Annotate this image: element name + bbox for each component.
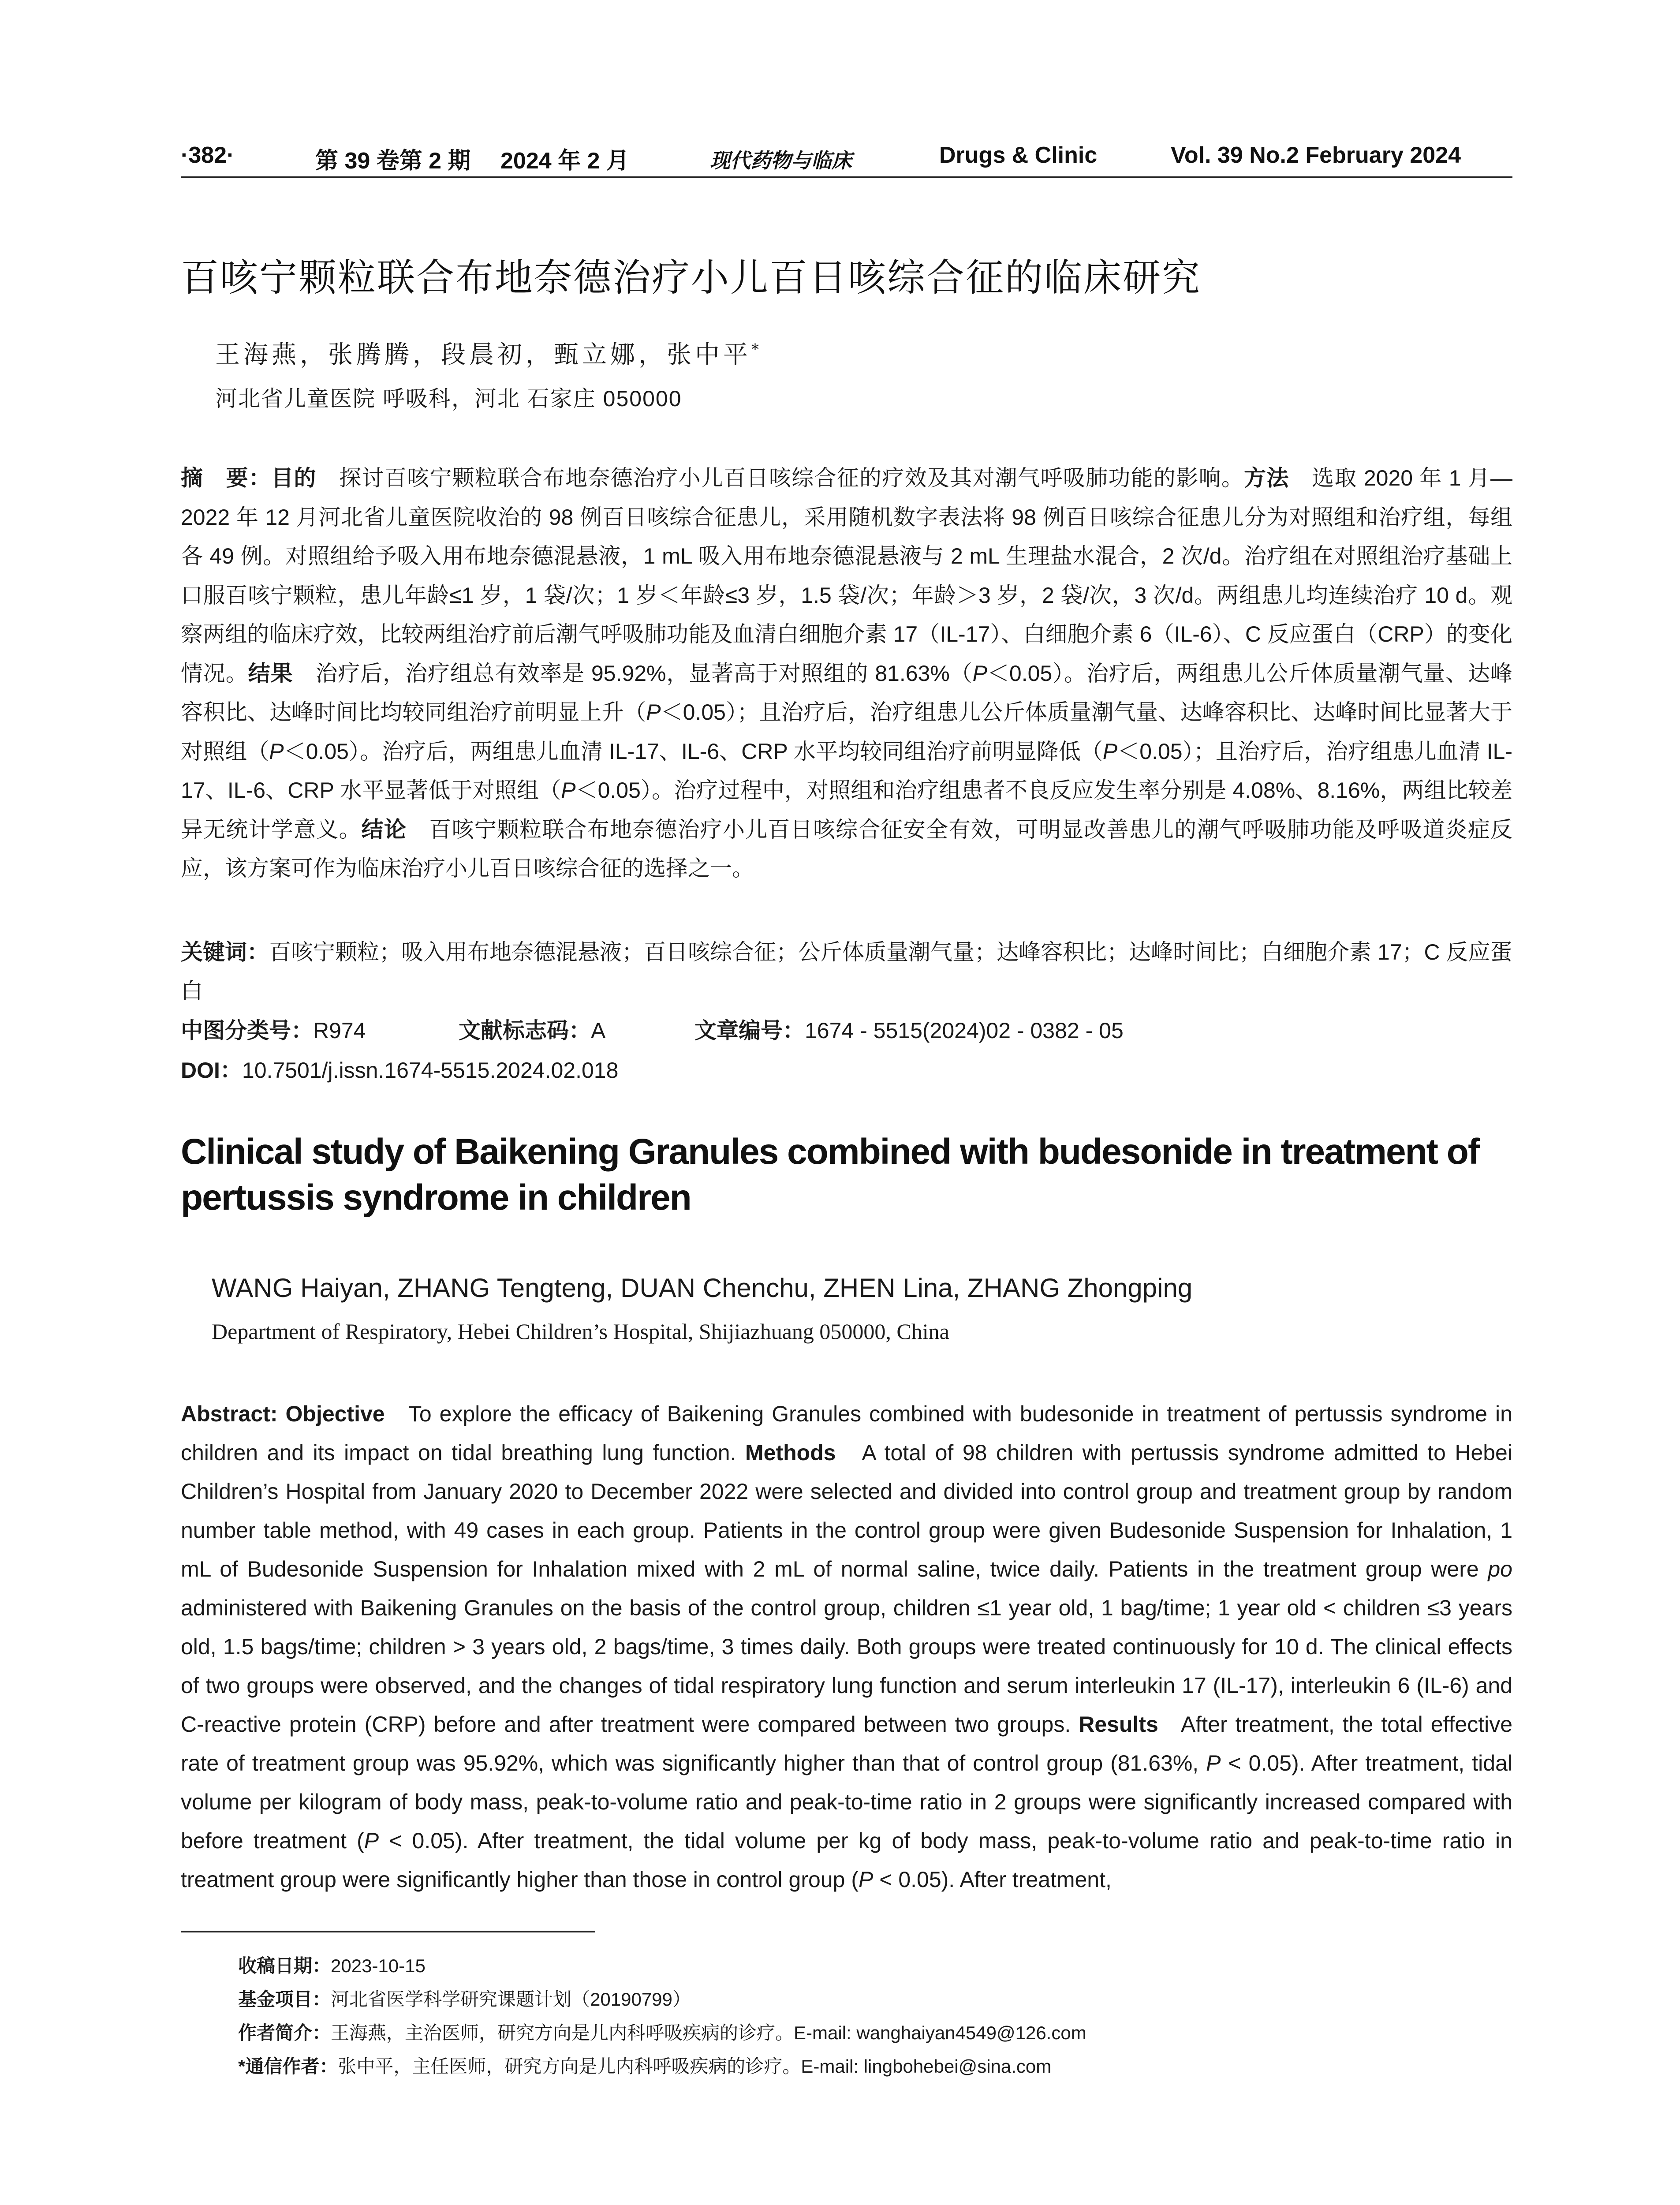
results-label: 结果 — [248, 661, 293, 686]
journal-name-cn: 现代药物与临床 — [710, 149, 852, 172]
fund-project: 基金项目：河北省医学科学研究课题计划（20190799） — [238, 1989, 691, 2010]
volume-issue-en: Vol. 39 No.2 February 2024 — [1171, 142, 1461, 168]
methods-label: 方法 — [1244, 466, 1289, 490]
abstract-cn: 摘 要：目的 探讨百咳宁颗粒联合布地奈德治疗小儿百日咳综合征的疗效及其对潮气呼吸肺功能的影响。方法 选取 2020 年 1 月—2022 年 12 月河北省儿童医院收治的 98 例百日咳综合征患儿，采用随机数字表法将 98 例百日咳综合征患儿分为对照组和治疗组，每组各 49 例。对照组给予吸入用布地奈德混悬液，1 mL 吸入用布地奈德混悬液与 2 mL 生理盐水混合，2 次/d。治疗组在对照组治疗基础上口服百咳宁颗粒，患儿年龄≤1 岁，1 袋/次；1 岁＜年龄≤3 岁，1.5 袋/次；年龄＞3 岁，2 袋/次，3 次/d。两组患儿均连续治疗 10 d。观察两组的临床疗效，比较两组治疗前后潮气呼吸肺功能及血清白细胞介素 17（IL-17）、白细胞介素 6（IL-6）、C 反应蛋白（CRP）的变化情况。结果 治疗后，治疗组总有效率是 95.92%，显著高于对照组的 81.63%（P＜0.05）。治疗后，两组患儿公斤体质量潮气量、达峰容积比、达峰时间比均较同组治疗前明显上升（P＜0.05）；且治疗后，治疗组患儿公斤体质量潮气量、达峰容积比、达峰时间比显著大于对照组（P＜0.05）。治疗后，两组患儿血清 IL-17、IL-6、CRP 水平均较同组治疗前明显降低（P＜0.05）；且治疗后，治疗组患儿血清 IL-17、IL-6、CRP 水平显著低于对照组（P＜0.05）。治疗过程中，对照组和治疗组患者不良反应发生率分别是 4.08%、8.16%，两组比较差异无统计学意义。结论 百咳宁颗粒联合布地奈德治疗小儿百日咳综合征安全有效，可明显改善患儿的潮气呼吸肺功能及呼吸道炎症反应，该方案可作为临床治疗小儿百日咳综合征的选择之一。 — [181, 466, 1513, 881]
results-en-label: Results — [1079, 1712, 1158, 1737]
keywords-cn: 关键词：百咳宁颗粒；吸入用布地奈德混悬液；百日咳综合征；公斤体质量潮气量；达峰容积比；达峰时间比；白细胞介素 17；C 反应蛋白 — [181, 940, 1512, 1003]
volume-issue-cn: 第 39 卷第 2 期 — [315, 148, 471, 174]
affiliation-en: Department of Respiratory, Hebei Children’s Hospital, Shijiazhuang 050000, China — [212, 1319, 949, 1344]
abstract-en: Abstract: Objective To explore the efficacy of Baikening Granules combined with budesonide in treatment of pertussis syndrome in children and its impact on tidal breathing lung function. Methods A total of 98 children with pertussis syndrome admitted to Hebei Children’s Hospital from January 2020 to December 2022 were selected and divided into control group and treatment group by random number table method, with 49 cases in each group. Patients in the control group were given Budesonide Suspension for Inhalation, 1 mL of Budesonide Suspension for Inhalation mixed with 2 mL of normal saline, twice daily. Patients in the treatment group were po administered with Baikening Granules on the basis of the control group, children ≤1 year old, 1 bag/time; 1 year old < children ≤3 years old, 1.5 bags/time; children > 3 years old, 2 bags/time, 3 times daily. Both groups were treated continuously for 10 d. The clinical effects of two groups were observed, and the changes of tidal respiratory lung function and serum interleukin 17 (IL-17), interleukin 6 (IL-6) and C-reactive protein (CRP) before and after treatment were compared between two groups. Results After treatment, the total effective rate of treatment group was 95.92%, which was significantly higher than that of control group (81.63%, P < 0.05). After treatment, tidal volume per kilogram of body mass, peak-to-volume ratio and peak-to-time ratio in 2 groups were significantly increased compared with before treatment (P < 0.05). After treatment, the tidal volume per kg of body mass, peak-to-volume ratio and peak-to-time ratio in treatment group were significantly higher than those in control group (P < 0.05). After treatment, — [181, 1401, 1512, 1892]
clc-number: 中图分类号：R974 — [181, 1018, 366, 1043]
classification-line — [181, 1013, 1512, 1048]
corresponding-author: *通信作者：张中平，主任医师，研究方向是儿内科呼吸疾病的诊疗。E-mail: lingbohebei@sina.com — [238, 2056, 1052, 2077]
authors-en: WANG Haiyan, ZHANG Tengteng, DUAN Chenchu, ZHEN Lina, ZHANG Zhongping — [212, 1273, 1193, 1303]
header-rule — [181, 176, 1512, 178]
running-header — [181, 142, 1512, 177]
authors-cn: 王海燕，张腾腾，段晨初，甄立娜，张中平* — [215, 340, 759, 369]
footnote-rule — [181, 1931, 595, 1932]
date-cn: 2024 年 2 月 — [500, 148, 629, 174]
title-en: Clinical study of Baikening Granules combined with budesonide in treatment of pertussis syndrome in children — [181, 1132, 1479, 1218]
footnotes — [238, 1949, 1086, 2083]
affiliation-cn: 河北省儿童医院 呼吸科，河北 石家庄 050000 — [215, 386, 682, 411]
keywords-label: 关键词： — [181, 940, 269, 964]
article-number: 文章编号：1674 - 5515(2024)02 - 0382 - 05 — [694, 1018, 1124, 1043]
abstract-cn-label: 摘 要： — [181, 466, 272, 490]
doi: DOI：10.7501/j.issn.1674-5515.2024.02.018 — [181, 1058, 619, 1083]
conclusion-label: 结论 — [361, 817, 407, 842]
author-bio: 作者简介：王海燕，主治医师，研究方向是儿内科呼吸疾病的诊疗。E-mail: wanghaiyan4549@126.com — [238, 2022, 1086, 2043]
received-date: 收稿日期：2023-10-15 — [238, 1955, 426, 1976]
title-cn: 百咳宁颗粒联合布地奈德治疗小儿百日咳综合征的临床研究 — [181, 257, 1201, 299]
page-number: ·382· — [181, 142, 235, 168]
objective-en-label: Objective — [285, 1401, 385, 1426]
objective-label: 目的 — [271, 466, 317, 490]
document-code: 文献标志码：A — [459, 1018, 606, 1043]
journal-name-en: Drugs & Clinic — [939, 142, 1098, 168]
methods-en-label: Methods — [745, 1440, 836, 1465]
abstract-en-label: Abstract: — [181, 1401, 278, 1426]
